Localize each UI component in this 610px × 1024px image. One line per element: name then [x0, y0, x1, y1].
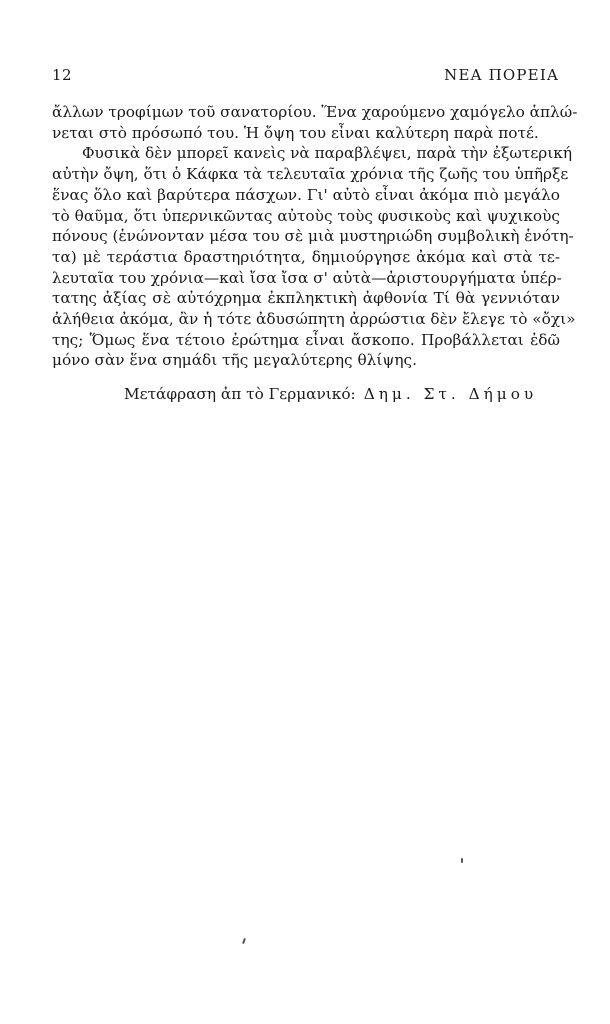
- text-line: πόνους (ἑνώνονταν μέσα του σὲ μιὰ μυστηριώδη συμβολικὴ ἑνότη-: [52, 227, 574, 246]
- page-header: [52, 66, 559, 88]
- text-line: τὸ θαῦμα, ὅτι ὑπερνικῶντας αὐτοὺς τοὺς φυσικοὺς καὶ ψυχικοὺς: [52, 206, 560, 225]
- print-speck: [242, 938, 246, 944]
- text-line: ἕνας ὅλο καὶ βαρύτερα πάσχων. Γι' αὐτὸ εἶναι ἀκόμα πιὸ μεγάλο: [52, 185, 560, 204]
- text-line: αὐτὴν ὄψη, ὅτι ὁ Κάφκα τὰ τελευταῖα χρόνια τῆς ζωῆς του ὑπῆρξε: [52, 165, 569, 184]
- text-line: νεται στὸ πρόσωπό του. Ἡ ὄψη του εἶναι καλύτερη παρὰ ποτέ.: [52, 123, 539, 142]
- text-line: μόνο σὰν ἕνα σημάδι τῆς μεγαλύτερης θλίψης.: [52, 351, 417, 370]
- translator-name: Δημ. Στ. Δήμου: [363, 385, 538, 404]
- paragraph-1: [52, 102, 578, 143]
- text-line: της; Ὅμως ἕνα τέτοιο ἐρώτημα εἶναι ἄσκοπο. Προβάλλεται ἐδῶ: [52, 330, 560, 349]
- article-text: [52, 102, 578, 405]
- page-number: 12: [52, 66, 73, 84]
- text-line: τατης ἀξίας σὲ αὐτόχρημα ἐκπληκτικὴ ἀφθονία Τί θὰ γεννιόταν: [52, 289, 560, 308]
- text-line: Φυσικὰ δὲν μπορεῖ κανεὶς νὰ παραβλέψει, παρὰ τὴν ἐξωτερική: [82, 144, 573, 163]
- text-line: ἄλλων τροφίμων τοῦ σανατορίου. Ἕνα χαρούμενο χαμόγελο ἁπλώ-: [52, 103, 578, 121]
- translation-label: Μετάφραση ἀπ τὸ Γερμανικό:: [124, 385, 356, 404]
- text-line: ἀλήθεια ἀκόμα, ἂν ἡ τότε ἀδυσώπητη ἀρρώστια δὲν ἔλεγε τὸ «ὄχι»: [52, 310, 576, 329]
- print-speck: [461, 858, 463, 863]
- text-line: λευταῖα του χρόνια—καὶ ἴσα ἴσα σ' αὐτὰ—ἀριστουργήματα ὑπέρ-: [52, 268, 562, 287]
- translator-credit: [52, 384, 560, 405]
- running-title: ΝΕΑ ΠΟΡΕΙΑ: [444, 66, 559, 84]
- paragraph-2: [52, 143, 576, 371]
- text-line: τα) μὲ τεράστια δραστηριότητα, δημιούργησε ἀκόμα καὶ στὰ τε-: [52, 247, 560, 266]
